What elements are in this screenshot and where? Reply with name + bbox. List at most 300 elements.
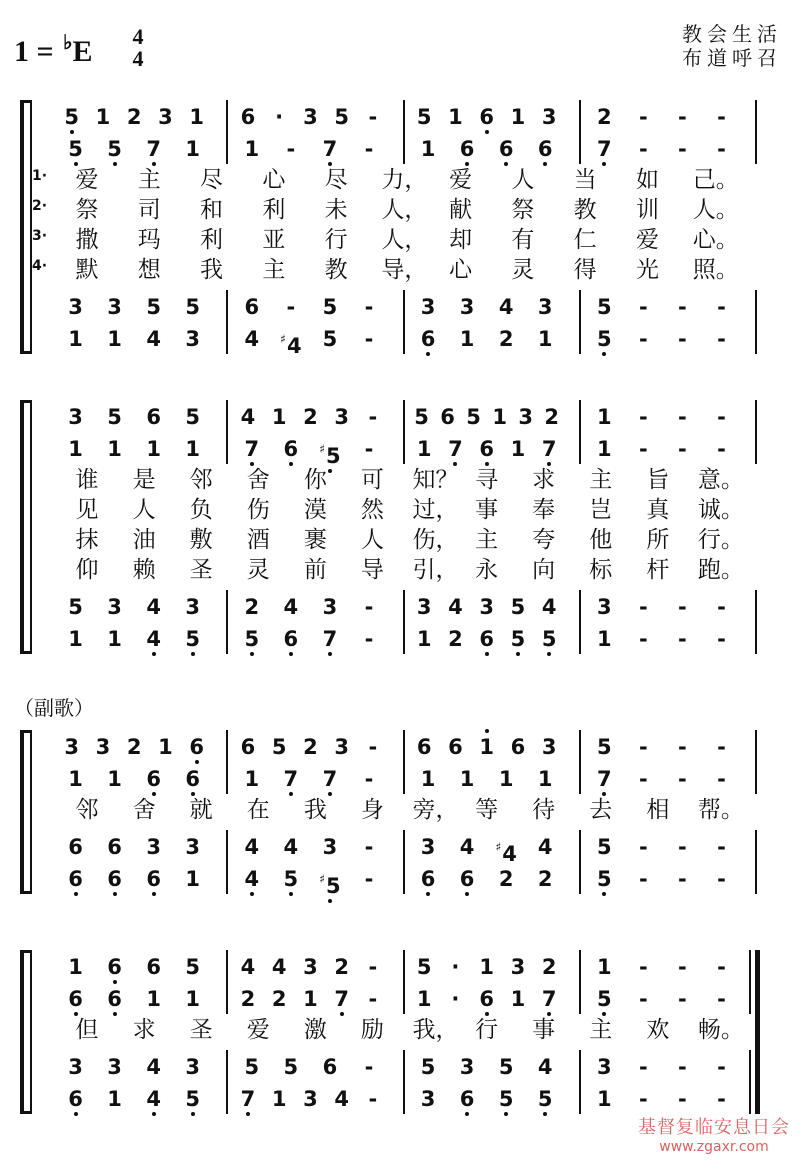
upper-row-2-note <box>587 432 621 466</box>
upper-row-2-note <box>704 762 738 796</box>
lyric-char: 和 <box>200 197 224 223</box>
upper-row-1-note <box>626 100 660 134</box>
lyric-char: 求 <box>532 467 556 493</box>
lyric-char: 想 <box>137 257 161 283</box>
lower-row-2-note <box>98 322 132 356</box>
note-digit: - <box>638 987 648 1011</box>
lower-row-2-note <box>704 862 738 896</box>
lower-row-1-note <box>665 290 699 324</box>
note-digit: 3 <box>459 295 475 319</box>
note-digit: 5 <box>596 867 612 891</box>
note-digit: - <box>638 595 648 619</box>
lyric-char: 训 <box>635 197 659 223</box>
upper-row-2-note <box>59 132 93 166</box>
note-digit: - <box>717 767 726 791</box>
note-digit: 4 <box>502 842 517 866</box>
note-digit: - <box>638 867 648 891</box>
note-digit: 6 <box>479 105 494 129</box>
barline <box>579 400 581 464</box>
note-digit: 5 <box>244 1055 260 1079</box>
upper-row-2-note <box>587 762 621 796</box>
note-digit: 6 <box>459 1087 475 1111</box>
lyric-char: 心 <box>262 167 286 193</box>
upper-row-2-note <box>176 762 210 796</box>
note-digit: 5 <box>283 867 299 891</box>
lower-row-2-note <box>528 862 562 896</box>
lower-row-1-note <box>626 590 660 624</box>
note-digit: 6 <box>420 867 436 891</box>
verse-number: 3· <box>32 228 48 244</box>
barline <box>226 100 228 164</box>
lower-row-1-note <box>587 290 621 324</box>
meta-line-1: 教会生活 <box>682 22 782 46</box>
note-digit: 1 <box>107 627 122 651</box>
lyric-char: 敷 <box>189 527 213 553</box>
barline <box>579 730 581 794</box>
note-digit: - <box>368 955 378 979</box>
upper-row-2-note <box>665 432 699 466</box>
barline <box>403 950 405 1014</box>
lower-row-1-note <box>704 590 738 624</box>
note-digit: 2 <box>448 627 463 651</box>
lyric-char: 灵 <box>511 257 535 283</box>
barline <box>579 100 581 164</box>
note-digit: 3 <box>68 405 83 429</box>
lyric-char: 可 <box>360 467 384 493</box>
upper-row-2-note <box>450 132 484 166</box>
upper-row-2-note <box>626 132 660 166</box>
upper-row-2-note <box>587 982 621 1016</box>
lyric-char: 仁 <box>573 227 597 253</box>
note-digit: 1 <box>459 327 475 351</box>
upper-row-2-note <box>501 432 535 466</box>
barline <box>226 290 228 354</box>
lyric-char: 撒 <box>75 227 99 253</box>
lyric-char: 奉 <box>532 497 556 523</box>
lower-row-1-note <box>137 1050 171 1084</box>
lyric-char: 前 <box>303 557 327 583</box>
lower-row-1-note <box>438 590 472 624</box>
lyric-char: 当 <box>573 167 597 193</box>
upper-row-2-note <box>532 432 566 466</box>
note-digit: 3 <box>322 835 338 859</box>
note-digit: 5 <box>414 405 429 429</box>
lyric-char: 爱 <box>449 167 473 193</box>
lower-row-2-note <box>587 862 621 896</box>
sharp-sign: ♯ <box>495 840 502 854</box>
lower-row-1-note <box>489 290 523 324</box>
lyric-char: 亚 <box>262 227 286 253</box>
upper-row-1-note <box>86 730 120 764</box>
upper-row-2-note <box>313 132 347 166</box>
upper-row-2-note <box>626 762 660 796</box>
lyric-char: 主 <box>475 527 499 553</box>
lyric-char: 行 <box>324 227 348 253</box>
note-digit: 1 <box>420 137 436 161</box>
note-digit: 5 <box>283 1055 299 1079</box>
lower-row-2-note <box>470 622 504 656</box>
upper-row-1-note <box>86 100 120 134</box>
note-digit: - <box>717 955 726 979</box>
note-digit: - <box>678 867 687 891</box>
note-digit: 3 <box>510 955 526 979</box>
lower-row-2-note <box>407 622 441 656</box>
note-digit: 6 <box>146 955 161 979</box>
note-digit: 3 <box>68 1055 83 1079</box>
note-digit: 5 <box>185 405 201 429</box>
note-digit: 2 <box>541 955 557 979</box>
lyric-char: 人， <box>381 197 428 223</box>
note-digit: 4 <box>537 1055 553 1079</box>
note-digit: 6 <box>440 405 455 429</box>
upper-row-2-note <box>626 982 660 1016</box>
lower-row-1-note <box>98 830 132 864</box>
lyric-char: 教 <box>324 257 348 283</box>
note-digit: - <box>678 955 687 979</box>
lower-row-1-note <box>528 1050 562 1084</box>
barline <box>579 830 581 894</box>
lower-row-1-note <box>274 1050 308 1084</box>
upper-row-1-note <box>665 730 699 764</box>
note-digit: 6 <box>146 767 161 791</box>
note-digit: - <box>678 105 687 129</box>
lower-row-1-note <box>176 290 210 324</box>
note-digit: - <box>678 627 687 651</box>
lyric-char: 导 <box>360 557 384 583</box>
chorus-label: （副歌） <box>14 696 94 720</box>
upper-row-2-note <box>176 982 210 1016</box>
note-digit: - <box>364 1055 374 1079</box>
lower-row-1-note <box>626 290 660 324</box>
barline <box>755 100 757 164</box>
note-digit: 3 <box>541 735 557 759</box>
lower-row-1-note <box>450 290 484 324</box>
lower-row-1-note <box>98 590 132 624</box>
upper-row-2-note <box>274 132 308 166</box>
upper-row-1-note <box>231 950 265 984</box>
lyric-char: 寻 <box>475 467 499 493</box>
note-digit: 1 <box>107 327 122 351</box>
lyric-char: 赖 <box>132 557 156 583</box>
note-digit: - <box>678 295 687 319</box>
lower-row-2-note <box>532 622 566 656</box>
start-barline <box>30 400 32 654</box>
upper-row-2-note <box>450 762 484 796</box>
note-digit: - <box>717 835 726 859</box>
upper-row-1-note <box>231 100 265 134</box>
upper-row-1-note <box>59 950 93 984</box>
lower-row-2-note <box>356 1082 390 1116</box>
note-digit: 1 <box>244 767 260 791</box>
lyric-char: 祭 <box>75 197 99 223</box>
lyric-char: 去 <box>589 797 613 823</box>
note-digit: 6 <box>68 867 83 891</box>
note-digit: 5 <box>416 955 432 979</box>
upper-row-1-note <box>55 100 89 134</box>
lyric-char: 引， <box>412 557 459 583</box>
note-digit: - <box>286 295 296 319</box>
upper-row-1-note <box>704 100 738 134</box>
note-digit: 2 <box>544 405 560 429</box>
note-digit: 6 <box>479 627 494 651</box>
barline <box>226 830 228 894</box>
system-bracket <box>20 950 24 1114</box>
note-digit: - <box>638 105 648 129</box>
upper-row-1-note <box>356 730 390 764</box>
key-letter: E <box>72 35 93 68</box>
lyric-char: 力， <box>381 167 428 193</box>
upper-row-2-note <box>489 132 523 166</box>
note-digit: 7 <box>244 437 260 461</box>
note-digit: 1 <box>420 767 436 791</box>
upper-row-2-note <box>489 762 523 796</box>
lyric-char: 但 <box>75 1017 99 1043</box>
note-digit: - <box>717 137 726 161</box>
note-digit: - <box>678 735 687 759</box>
upper-row-2-note <box>665 982 699 1016</box>
lower-row-2-note <box>665 622 699 656</box>
note-digit: - <box>717 105 726 129</box>
lower-row-1-note <box>352 1050 386 1084</box>
upper-row-1-note <box>117 100 151 134</box>
note-digit: · <box>451 987 460 1011</box>
upper-row-2-note <box>98 132 132 166</box>
upper-row-1-note <box>532 730 566 764</box>
lower-row-1-note <box>59 290 93 324</box>
upper-row-1-note <box>407 100 441 134</box>
note-digit: 1 <box>479 955 494 979</box>
note-digit: 6 <box>244 295 260 319</box>
note-digit: 5 <box>541 627 557 651</box>
barline <box>403 730 405 794</box>
upper-row-1-note <box>438 950 472 984</box>
lyric-char: 导， <box>381 257 428 283</box>
upper-row-1-note <box>55 730 89 764</box>
note-digit: 3 <box>416 595 432 619</box>
note-digit: - <box>717 987 726 1011</box>
note-digit: 6 <box>537 137 553 161</box>
upper-row-1-note <box>501 950 535 984</box>
note-digit: 7 <box>541 987 557 1011</box>
sharp-sign: ♯ <box>319 442 325 456</box>
sharp-sign: ♯ <box>280 332 286 346</box>
lyric-char: 光 <box>635 257 659 283</box>
upper-row-1-note <box>117 730 151 764</box>
upper-row-1-note <box>293 730 327 764</box>
lyric-char: 却 <box>449 227 473 253</box>
note-digit: 5 <box>185 627 201 651</box>
lower-row-2-note <box>313 322 347 356</box>
lower-row-2-note <box>626 622 660 656</box>
lyric-line-1 <box>20 166 780 194</box>
barline <box>226 400 228 464</box>
note-digit: 4 <box>283 595 299 619</box>
note-digit: 2 <box>537 867 553 891</box>
lower-row-1-note <box>352 830 386 864</box>
upper-row-2-note <box>262 982 296 1016</box>
note-digit: - <box>368 735 378 759</box>
lower-row-1-note <box>587 590 621 624</box>
lyric-char: 玛 <box>137 227 161 253</box>
lower-row-1-note <box>274 290 308 324</box>
lower-row-2-note <box>587 322 621 356</box>
note-digit: 5 <box>326 874 341 898</box>
note-digit: 6 <box>107 955 122 979</box>
note-digit: 6 <box>322 1055 338 1079</box>
key-prefix: 1 = <box>14 35 62 68</box>
upper-row-2-note <box>235 762 269 796</box>
lyric-char: 待 <box>532 797 556 823</box>
lower-row-1-note <box>98 1050 132 1084</box>
lower-row-2-note <box>235 322 269 356</box>
lyric-line-1 <box>20 466 780 494</box>
note-digit: - <box>638 327 648 351</box>
upper-row-1-note <box>407 730 441 764</box>
upper-row-2-note <box>411 132 445 166</box>
lower-row-2-note <box>438 622 472 656</box>
note-digit: 3 <box>146 835 161 859</box>
lyric-char: 旨 <box>646 467 670 493</box>
note-digit: - <box>717 437 726 461</box>
note-digit: 2 <box>244 595 260 619</box>
lower-row-2-note <box>489 1082 523 1116</box>
upper-row-2-note <box>176 132 210 166</box>
note-digit: - <box>717 595 726 619</box>
upper-row-1-note <box>180 100 214 134</box>
lower-row-1-note <box>411 290 445 324</box>
note-digit: 1 <box>303 987 318 1011</box>
note-digit: - <box>678 987 687 1011</box>
note-digit: 1 <box>510 987 526 1011</box>
note-digit: 5 <box>596 835 612 859</box>
upper-row-2-note <box>470 432 504 466</box>
note-digit: 7 <box>596 137 612 161</box>
lyric-char: 事 <box>532 1017 556 1043</box>
lower-row-1-note <box>176 830 210 864</box>
upper-row-2-note <box>438 982 472 1016</box>
barline <box>226 950 228 1014</box>
upper-row-2-note <box>704 132 738 166</box>
lower-row-1-note <box>352 290 386 324</box>
lyric-char: 然 <box>360 497 384 523</box>
note-digit: 2 <box>271 987 287 1011</box>
upper-row-1-note <box>665 100 699 134</box>
lower-row-1-note <box>235 590 269 624</box>
note-digit: 1 <box>68 627 83 651</box>
upper-row-1-note <box>438 100 472 134</box>
note-digit: 1 <box>158 735 173 759</box>
note-digit: 6 <box>459 137 475 161</box>
note-digit: 1 <box>146 987 161 1011</box>
upper-row-2-note <box>59 762 93 796</box>
note-digit: - <box>638 955 648 979</box>
note-digit: - <box>678 595 687 619</box>
note-digit: 2 <box>596 105 612 129</box>
lyric-char: 诚。 <box>697 497 744 523</box>
upper-row-1-note <box>587 400 621 434</box>
note-digit: 1 <box>185 867 201 891</box>
upper-row-2-note <box>587 132 621 166</box>
lyric-char: 爱 <box>635 227 659 253</box>
note-digit: 3 <box>322 595 338 619</box>
note-digit: - <box>364 627 374 651</box>
upper-row-2-note <box>470 982 504 1016</box>
sharp-sign: ♯ <box>319 872 325 886</box>
system-bracket <box>20 100 24 354</box>
lower-row-2-note <box>626 862 660 896</box>
upper-row-1-note <box>293 400 327 434</box>
note-digit: 1 <box>448 105 463 129</box>
note-digit: 1 <box>510 105 526 129</box>
note-digit: 5 <box>596 735 612 759</box>
note-digit: 6 <box>420 327 436 351</box>
upper-row-1-note <box>180 730 214 764</box>
note-digit: 2 <box>126 105 142 129</box>
note-digit: 5 <box>185 955 201 979</box>
note-digit: 1 <box>459 767 475 791</box>
lyric-char: 行 <box>475 1017 499 1043</box>
lyric-char: 得 <box>573 257 597 283</box>
note-digit: - <box>638 735 648 759</box>
lyric-char: 人 <box>132 497 156 523</box>
note-digit: 6 <box>146 867 161 891</box>
upper-row-1-note <box>626 950 660 984</box>
lyric-char: 畅。 <box>697 1017 744 1043</box>
lower-row-1-note <box>176 1050 210 1084</box>
note-digit: - <box>678 437 687 461</box>
note-digit: - <box>638 295 648 319</box>
barline <box>755 400 757 464</box>
lyric-char: 夸 <box>532 527 556 553</box>
lyric-line-2 <box>20 496 780 524</box>
upper-row-1-note <box>587 100 621 134</box>
upper-row-1-note <box>704 950 738 984</box>
note-digit: 1 <box>185 987 201 1011</box>
lyric-char: 等 <box>475 797 499 823</box>
note-digit: 4 <box>146 327 161 351</box>
lower-row-2-note <box>489 322 523 356</box>
note-digit: - <box>638 437 648 461</box>
upper-row-2-note <box>704 982 738 1016</box>
note-digit: 6 <box>240 105 256 129</box>
upper-row-2-note <box>352 762 386 796</box>
note-digit: · <box>451 955 460 979</box>
upper-row-1-note <box>470 730 504 764</box>
lyric-char: 求 <box>132 1017 156 1043</box>
barline <box>226 730 228 794</box>
note-digit: 3 <box>158 105 173 129</box>
lower-row-1-note <box>501 590 535 624</box>
lyric-char: 帮。 <box>697 797 744 823</box>
upper-row-1-note <box>356 950 390 984</box>
note-digit: 5 <box>107 405 122 429</box>
note-digit: 4 <box>286 334 302 358</box>
upper-row-2-note <box>235 132 269 166</box>
upper-row-2-note <box>137 762 171 796</box>
note-digit: 1 <box>416 437 432 461</box>
lower-row-1-note <box>59 1050 93 1084</box>
note-digit: 2 <box>126 735 142 759</box>
note-digit: 6 <box>68 987 83 1011</box>
note-digit: - <box>638 1055 648 1079</box>
note-digit: 3 <box>185 1055 201 1079</box>
note-digit: 1 <box>107 437 122 461</box>
note-digit: - <box>638 405 648 429</box>
lower-row-1-note <box>176 590 210 624</box>
lower-row-2-note <box>137 622 171 656</box>
upper-row-1-note <box>293 950 327 984</box>
note-digit: 5 <box>322 327 338 351</box>
